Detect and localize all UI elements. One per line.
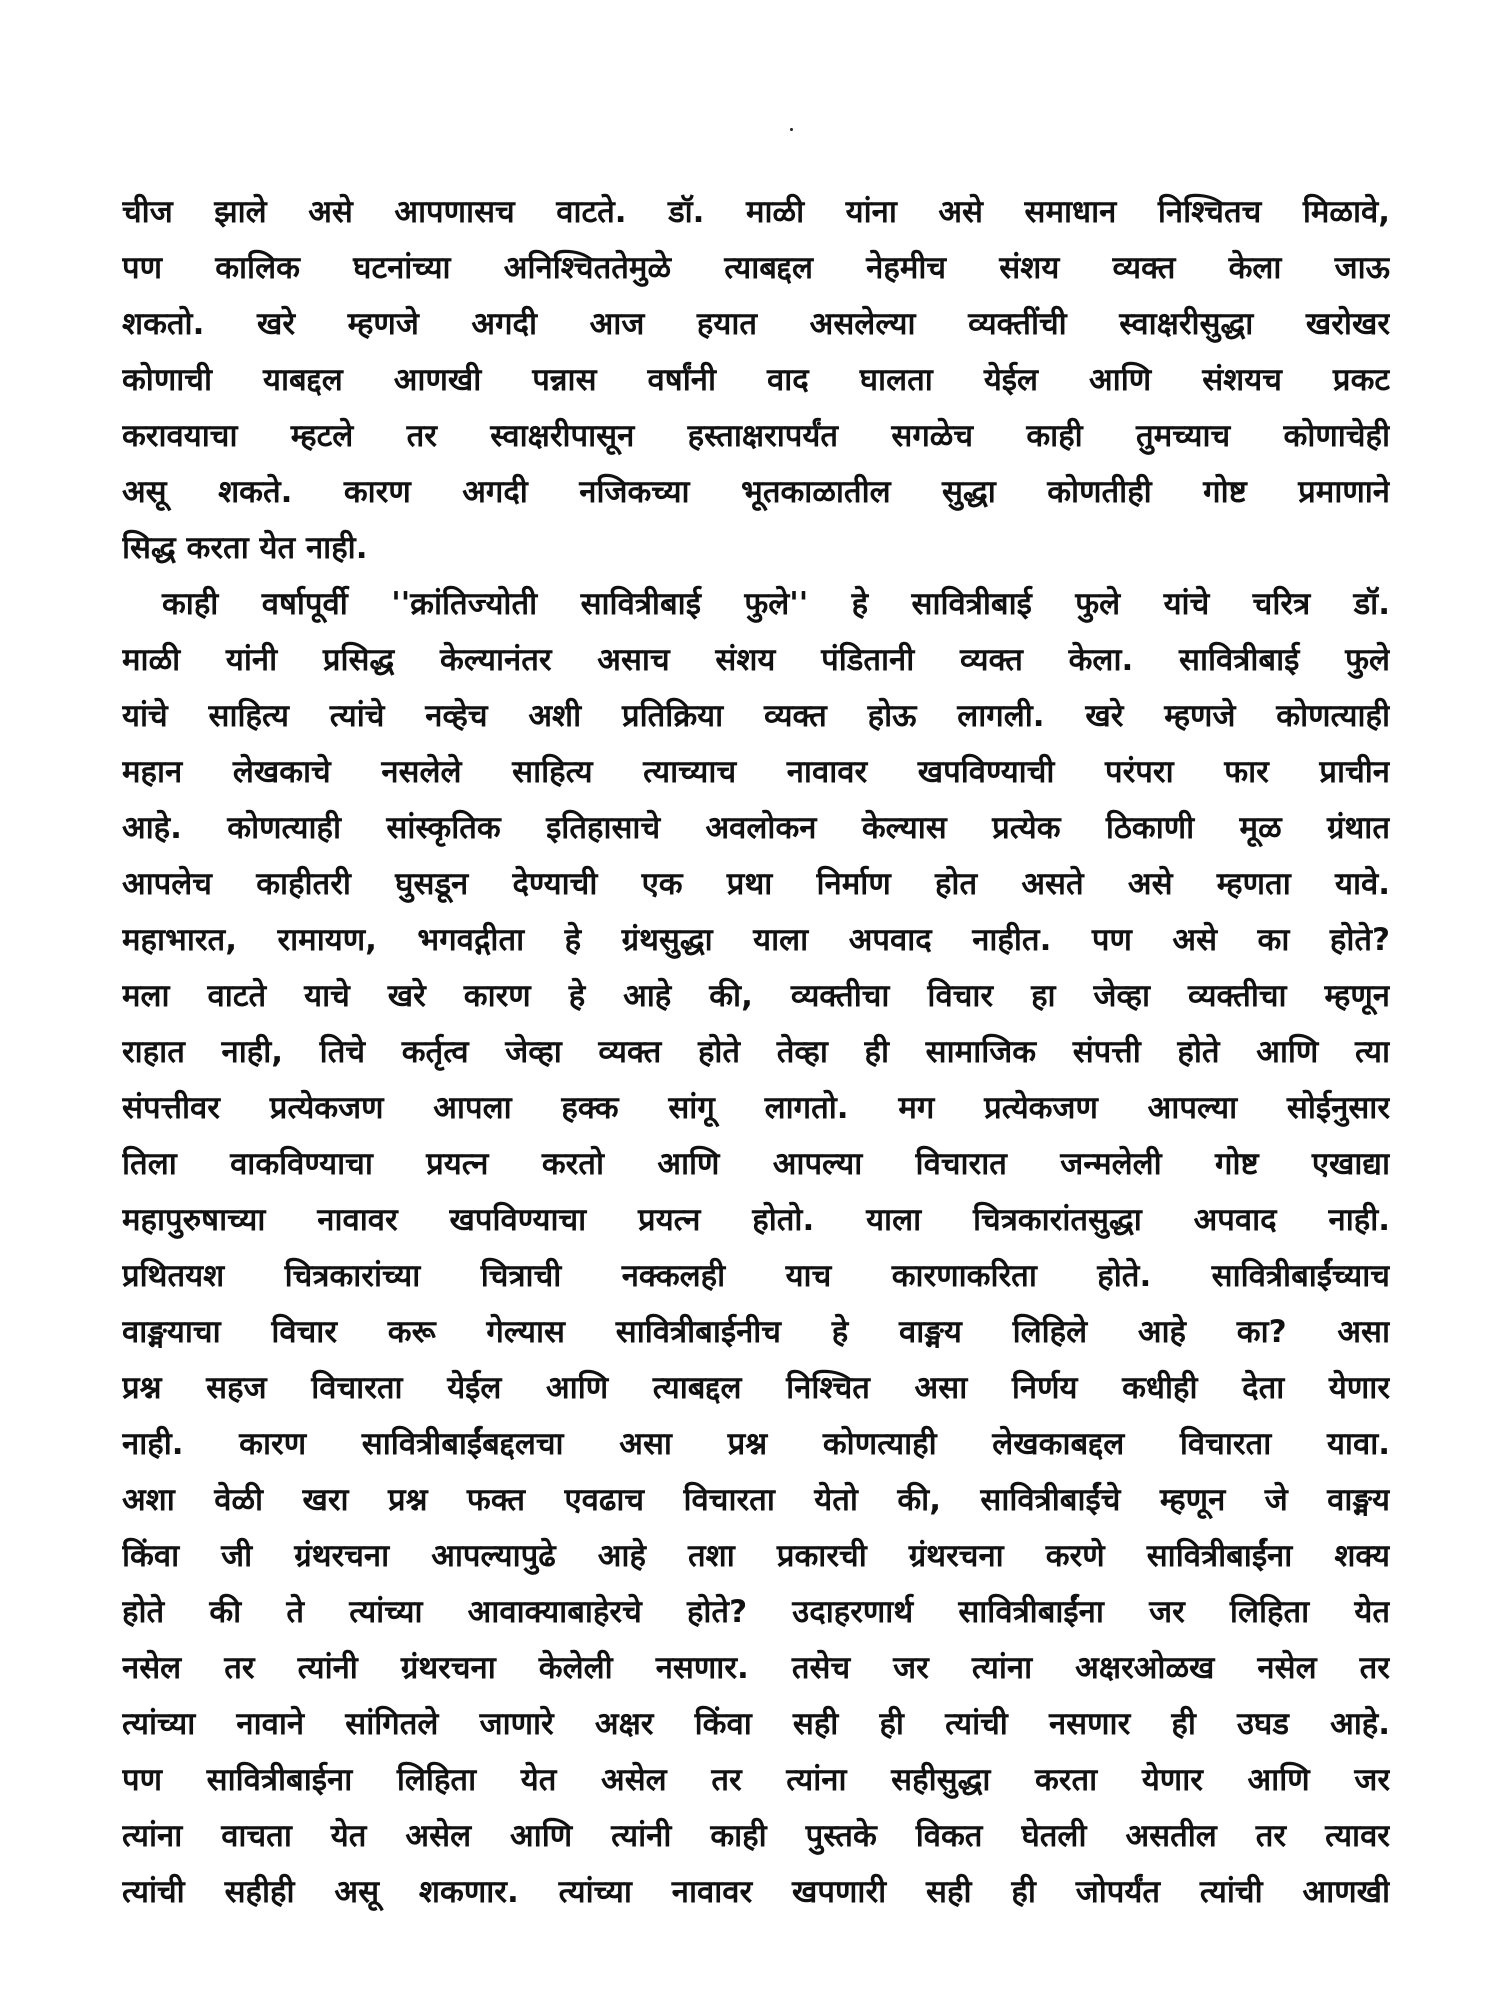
text-line: प्रथितयश चित्रकारांच्या चित्राची नक्कलही याच कारणाकरिता होते. सावित्रीबाईंच्याच: [122, 1258, 1390, 1294]
text-line: महापुरुषाच्या नावावर खपविण्याचा प्रयत्न होतो. याला चित्रकारांतसुद्धा अपवाद नाही.: [122, 1202, 1390, 1238]
text-line: मला वाटते याचे खरे कारण हे आहे की, व्यक्तीचा विचार हा जेव्हा व्यक्तीचा म्हणून: [122, 978, 1390, 1014]
text-line: शकतो. खरे म्हणजे अगदी आज हयात असलेल्या व्यक्तींची स्वाक्षरीसुद्धा खरोखर: [122, 306, 1390, 342]
text-line: त्यांना वाचता येत असेल आणि त्यांनी काही पुस्तके विकत घेतली असतील तर त्यावर: [122, 1818, 1390, 1854]
text-line: चीज झाले असे आपणासच वाटते. डॉ. माळी यांना असे समाधान निश्चितच मिळावे,: [122, 194, 1390, 230]
text-line: नाही. कारण सावित्रीबाईंबद्दलचा असा प्रश्न कोणत्याही लेखकाबद्दल विचारता यावा.: [122, 1426, 1390, 1462]
text-line: संपत्तीवर प्रत्येकजण आपला हक्क सांगू लागतो. मग प्रत्येकजण आपल्या सोईनुसार: [122, 1090, 1390, 1126]
text-line: पण कालिक घटनांच्या अनिश्चिततेमुळे त्याबद्दल नेहमीच संशय व्यक्त केला जाऊ: [122, 250, 1390, 286]
scan-speck: [790, 128, 793, 131]
text-line: नसेल तर त्यांनी ग्रंथरचना केलेली नसणार. तसेच जर त्यांना अक्षरओळख नसेल तर: [122, 1650, 1390, 1686]
text-line: माळी यांनी प्रसिद्ध केल्यानंतर असाच संशय पंडितानी व्यक्त केला. सावित्रीबाई फुले: [122, 642, 1390, 678]
text-line: किंवा जी ग्रंथरचना आपल्यापुढे आहे तशा प्रकारची ग्रंथरचना करणे सावित्रीबाईंना शक्य: [122, 1538, 1390, 1574]
text-line: तिला वाकविण्याचा प्रयत्न करतो आणि आपल्या विचारात जन्मलेली गोष्ट एखाद्या: [122, 1146, 1390, 1182]
paragraph-end-line: सिद्ध करता येत नाही.: [122, 530, 368, 566]
text-line: यांचे साहित्य त्यांचे नव्हेच अशी प्रतिक्रिया व्यक्त होऊ लागली. खरे म्हणजे कोणत्याही: [122, 698, 1390, 734]
text-line: होते की ते त्यांच्या आवाक्याबाहेरचे होते? उदाहरणार्थ सावित्रीबाईंना जर लिहिता येत: [122, 1594, 1390, 1630]
text-line: प्रश्न सहज विचारता येईल आणि त्याबद्दल निश्चित असा निर्णय कधीही देता येणार: [122, 1370, 1390, 1406]
text-line: त्यांची सहीही असू शकणार. त्यांच्या नावावर खपणारी सही ही जोपर्यंत त्यांची आणखी: [122, 1874, 1390, 1910]
body-text: [122, 184, 1390, 1920]
text-line: पण सावित्रीबाईना लिहिता येत असेल तर त्यांना सहीसुद्धा करता येणार आणि जर: [122, 1762, 1390, 1798]
text-line: महान लेखकाचे नसलेले साहित्य त्याच्याच नावावर खपविण्याची परंपरा फार प्राचीन: [122, 754, 1390, 790]
text-line: वाङ्मयाचा विचार करू गेल्यास सावित्रीबाईनीच हे वाङ्मय लिहिले आहे का? असा: [122, 1314, 1390, 1350]
text-line: कोणाची याबद्दल आणखी पन्नास वर्षांनी वाद घालता येईल आणि संशयच प्रकट: [122, 362, 1390, 398]
text-line: आपलेच काहीतरी घुसडून देण्याची एक प्रथा निर्माण होत असते असे म्हणता यावे.: [122, 866, 1390, 902]
text-line: राहात नाही, तिचे कर्तृत्व जेव्हा व्यक्त होते तेव्हा ही सामाजिक संपत्ती होते आणि त्या: [122, 1034, 1390, 1070]
text-line: करावयाचा म्हटले तर स्वाक्षरीपासून हस्ताक्षरापर्यंत सगळेच काही तुमच्याच कोणाचेही: [122, 418, 1390, 454]
text-line: असू शकते. कारण अगदी नजिकच्या भूतकाळातील सुद्धा कोणतीही गोष्ट प्रमाणाने: [122, 474, 1390, 510]
paragraph-start-line: काही वर्षापूर्वी ''क्रांतिज्योती सावित्रीबाई फुले'' हे सावित्रीबाई फुले यांचे चरित्र डॉ.: [162, 586, 1390, 622]
text-line: आहे. कोणत्याही सांस्कृतिक इतिहासाचे अवलोकन केल्यास प्रत्येक ठिकाणी मूळ ग्रंथात: [122, 810, 1390, 846]
text-line: महाभारत, रामायण, भगवद्गीता हे ग्रंथसुद्धा याला अपवाद नाहीत. पण असे का होते?: [122, 922, 1390, 958]
text-line: अशा वेळी खरा प्रश्न फक्त एवढाच विचारता येतो की, सावित्रीबाईंचे म्हणून जे वाङ्मय: [122, 1482, 1390, 1518]
text-line: त्यांच्या नावाने सांगितले जाणारे अक्षर किंवा सही ही त्यांची नसणार ही उघड आहे.: [122, 1706, 1390, 1742]
